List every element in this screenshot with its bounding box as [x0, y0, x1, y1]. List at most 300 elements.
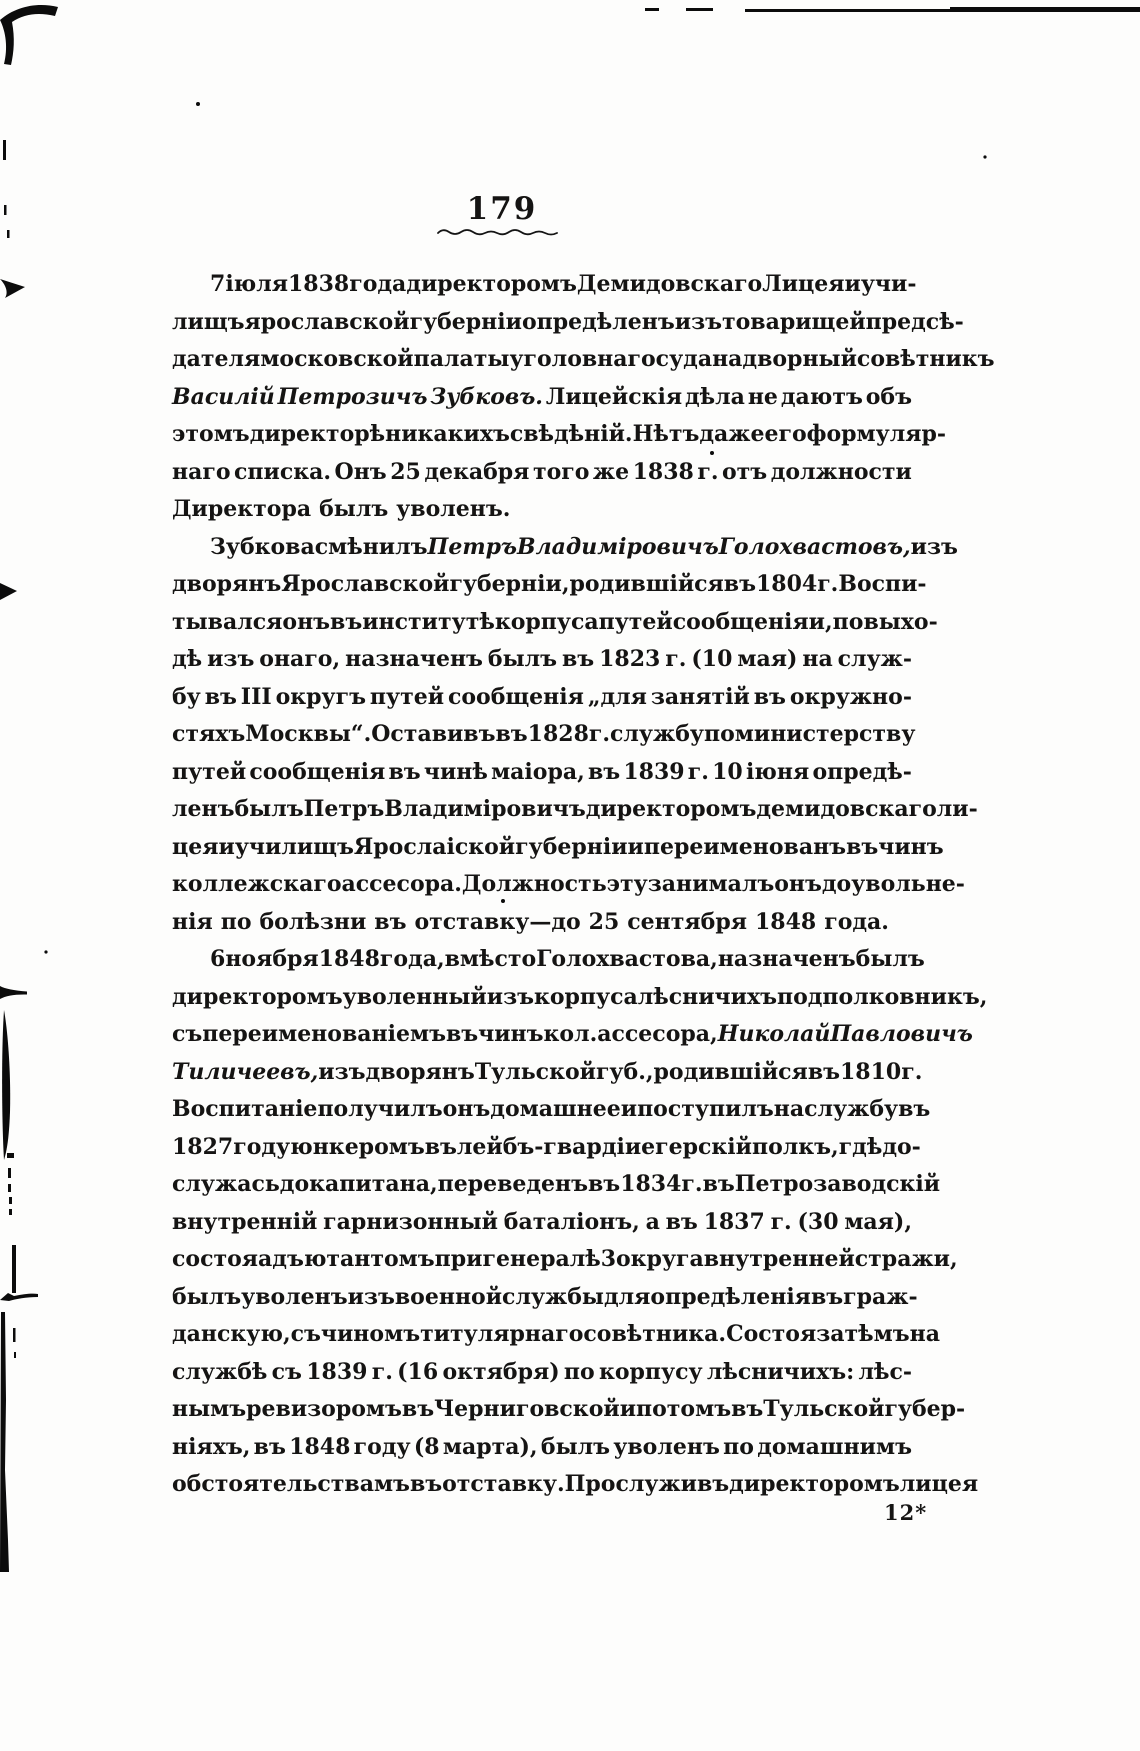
word: 25: [390, 458, 421, 485]
word: кол.: [543, 1021, 598, 1047]
word: году: [353, 1433, 411, 1460]
word: губерніи: [409, 308, 522, 335]
word: чинѣ: [423, 758, 488, 785]
word: онъ: [282, 608, 331, 635]
word: Тульской: [474, 1058, 596, 1085]
word: марта),: [442, 1433, 538, 1460]
word: служ-: [837, 646, 912, 672]
word: коллежскаго: [172, 871, 342, 897]
word: того: [532, 458, 590, 485]
word: лѣсничихъ: [637, 983, 777, 1010]
word: Москвы“.: [245, 721, 372, 747]
text-line: [172, 679, 912, 717]
word: Должность: [461, 871, 607, 897]
word: онъ: [774, 871, 822, 897]
word: уволенъ.: [396, 496, 511, 522]
word: цея: [172, 833, 219, 860]
word: чиномъ: [320, 1321, 421, 1347]
word: г.: [371, 1358, 393, 1385]
text-line: [172, 304, 964, 342]
ink-speck: [983, 155, 986, 158]
word: свѣдѣній.: [509, 421, 633, 447]
word: онаго,: [259, 646, 341, 672]
word: ніяхъ,: [172, 1433, 251, 1460]
margin-line-bottom: [13, 1328, 16, 1342]
word: и: [619, 1396, 637, 1422]
person-name-word: Николай: [717, 1021, 831, 1047]
word: а: [645, 1208, 660, 1235]
word: по: [723, 1433, 754, 1460]
person-name-word: Голохвастовъ,: [718, 533, 911, 560]
word: Владиміровичъ: [384, 796, 586, 822]
word: службѣ: [172, 1358, 268, 1385]
word: обстоятельствамъ: [172, 1471, 410, 1497]
word: маіора,: [491, 758, 585, 785]
word: въ: [587, 758, 621, 785]
word: уволенъ: [241, 1283, 348, 1310]
word: ли-: [936, 796, 978, 822]
margin-dashes: [9, 1209, 12, 1215]
text-line: [172, 829, 944, 867]
word: г.: [665, 646, 687, 672]
margin-dashes: [8, 1168, 11, 1178]
word: г.: [588, 721, 611, 747]
word: данскую,: [172, 1321, 291, 1347]
word: палаты: [413, 346, 510, 372]
word: году: [233, 1133, 291, 1160]
text-line: [172, 604, 938, 642]
word: егерскій: [641, 1133, 752, 1160]
margin-arrow-small: [0, 583, 17, 600]
paragraph: [172, 941, 988, 1504]
word: „для: [587, 683, 647, 710]
word: ревизоромъ: [246, 1396, 402, 1422]
word: службы: [502, 1283, 604, 1310]
word: (30: [797, 1208, 839, 1235]
word: директоромъ: [729, 1471, 900, 1497]
word: титулярнаго: [420, 1321, 584, 1347]
text-line: [172, 1391, 966, 1429]
word: списка.: [234, 458, 332, 485]
word: года: [349, 271, 407, 297]
word: и: [627, 833, 644, 860]
word: былъ: [540, 1433, 611, 1460]
pen-stroke-top-left: [0, 5, 58, 65]
word: года,: [379, 946, 445, 972]
word: нымъ: [172, 1396, 247, 1422]
word: дѣла: [685, 383, 745, 410]
word: Голохвастова,: [536, 946, 718, 972]
word: Ярослаіской: [353, 833, 516, 860]
word: сообщенія: [447, 683, 584, 710]
word: тывался: [172, 608, 283, 635]
word: (8: [413, 1433, 440, 1460]
margin-dashes: [9, 1197, 12, 1204]
word: въ: [846, 833, 879, 860]
margin-line-bottom: [14, 1352, 16, 1358]
word: болѣзни: [259, 908, 367, 935]
word: нія: [172, 908, 213, 935]
text-line: [172, 1166, 941, 1204]
word: Оставивъ: [371, 721, 496, 747]
word: округа: [616, 1246, 704, 1272]
margin-arrow-upper: [0, 279, 25, 298]
pen-stroke-top-left: [7, 230, 10, 238]
word: въ: [665, 1208, 698, 1235]
word: по: [220, 908, 252, 935]
word: вмѣсто: [444, 946, 537, 972]
text-line: [172, 379, 912, 417]
word: путей: [172, 758, 247, 785]
word: должности: [770, 458, 912, 485]
word: директорѣ: [249, 421, 386, 447]
word: Лицея: [762, 271, 845, 297]
word: изъ: [207, 646, 255, 672]
word: въ: [374, 908, 407, 935]
page-edge-line-top-right: [745, 9, 1140, 12]
text-line: [172, 904, 912, 942]
margin-line-bottom: [0, 1312, 9, 1572]
page-header: [172, 193, 832, 238]
word: московской: [260, 346, 414, 372]
word: военной: [394, 1283, 503, 1310]
word: съ: [271, 1358, 302, 1385]
word: по: [832, 608, 864, 635]
word: 1838: [632, 458, 694, 485]
word: въ: [723, 571, 756, 597]
word: Ярославской: [281, 571, 450, 597]
word: занималъ: [647, 871, 775, 897]
text-line: [172, 1466, 979, 1504]
word: г.: [817, 571, 839, 597]
word: сентября: [627, 908, 747, 935]
text-line: [172, 1054, 923, 1092]
word: его: [764, 421, 807, 447]
word: 1839: [306, 1358, 368, 1385]
word: въ: [588, 1171, 621, 1197]
page-edge-line-top-right: [950, 7, 1140, 9]
word: и: [620, 1096, 638, 1122]
word: дворянъ: [365, 1058, 475, 1085]
word: при: [434, 1246, 483, 1272]
ink-speck: [44, 950, 47, 953]
word: 6: [210, 946, 226, 972]
word: декабря: [424, 458, 530, 485]
word: 25: [588, 908, 620, 935]
page-number: 179: [466, 191, 538, 227]
word: іюля: [225, 271, 288, 297]
word: изъ: [910, 533, 958, 560]
text-line: [172, 341, 995, 379]
margin-line-lower: [12, 1245, 16, 1293]
margin-line-lower: [0, 1293, 38, 1301]
word: никакихъ: [385, 421, 510, 447]
person-name-word: Тиличеевъ,: [172, 1058, 319, 1085]
text-line: [172, 1129, 921, 1167]
word: юнкеромъ: [290, 1133, 425, 1160]
word: и: [218, 833, 235, 860]
person-name-word: Павловичъ: [830, 1021, 973, 1047]
word: полкъ,: [751, 1133, 839, 1160]
word: лищъ: [172, 308, 245, 335]
word: мая),: [844, 1208, 912, 1235]
margin-arrow-mid: [0, 986, 27, 999]
word: Зубкова: [210, 533, 315, 560]
word: съ: [290, 1321, 321, 1347]
word: переименованъ: [643, 833, 847, 860]
word: губерніи,: [449, 571, 570, 597]
word: надворный: [712, 346, 857, 372]
word: 1834: [620, 1171, 682, 1197]
text-line: [172, 1316, 940, 1354]
paragraph: [172, 529, 978, 942]
word: директоромъ: [172, 983, 343, 1010]
word: родившійся: [653, 1058, 808, 1085]
word: назначенъ: [345, 646, 483, 672]
word: въ: [810, 1283, 844, 1310]
text-line: [172, 866, 965, 904]
word: по: [703, 721, 735, 747]
text-line: [172, 566, 927, 604]
pen-stroke-top-left: [4, 205, 7, 215]
word: (16: [397, 1358, 439, 1385]
word: 1848: [289, 1433, 351, 1460]
word: 1810: [839, 1058, 902, 1085]
word: октября): [442, 1358, 560, 1385]
word: гдѣ: [838, 1133, 883, 1160]
word: округъ: [275, 683, 366, 710]
word: отставку.: [442, 1471, 565, 1497]
word: лейбъ-гвардіи: [456, 1133, 642, 1160]
word: въ: [898, 1096, 931, 1122]
text-line: [172, 529, 958, 567]
word: Нѣтъ: [632, 421, 700, 447]
word: въ: [388, 758, 421, 785]
word: сообщенія: [672, 608, 809, 635]
word: корпусу: [598, 1358, 703, 1385]
word: формуляр-: [806, 421, 947, 447]
word: въ: [204, 683, 237, 710]
word: III: [240, 683, 272, 710]
margin-ink-blade: [2, 1010, 10, 1160]
word: смѣнилъ: [314, 533, 428, 560]
word: директоромъ: [406, 271, 577, 297]
word: учи-: [860, 271, 917, 297]
word: въ: [561, 646, 595, 672]
word: лицея: [899, 1471, 979, 1497]
word: на: [773, 1096, 805, 1122]
word: ассесора,: [597, 1021, 718, 1047]
word: уголовнаго: [509, 346, 656, 372]
page-number-underline: [436, 226, 568, 238]
text-line: [172, 454, 912, 492]
word: г.: [687, 758, 709, 785]
person-name-word: Петрозичъ: [277, 383, 428, 410]
word: 1804: [755, 571, 818, 597]
word: баталіонъ,: [503, 1208, 640, 1235]
word: въ: [401, 1396, 435, 1422]
word: поступилъ: [637, 1096, 774, 1122]
word: до-: [882, 1133, 921, 1160]
word: выхо-: [863, 608, 938, 635]
word: въ: [753, 683, 786, 710]
word: службу: [804, 1096, 899, 1122]
word: г.: [697, 458, 719, 485]
word: дворянъ: [172, 571, 282, 597]
text-line: [172, 416, 947, 454]
signature-mark: 12*: [884, 1500, 928, 1525]
word: былъ: [487, 646, 558, 672]
word: эту: [606, 871, 648, 897]
word: наго: [172, 458, 231, 485]
word: отъ: [722, 458, 768, 485]
word: на: [909, 1321, 940, 1347]
word: 1827: [172, 1133, 234, 1160]
ink-speck: [196, 102, 200, 106]
word: даже: [699, 421, 765, 447]
word: г.: [901, 1058, 923, 1085]
word: по: [563, 1358, 595, 1385]
word: для: [603, 1283, 651, 1310]
word: уволенъ: [613, 1433, 720, 1460]
text-line: [172, 1429, 912, 1467]
word: внутренней: [703, 1246, 855, 1272]
word: стражи,: [854, 1246, 958, 1272]
word: былъ: [855, 946, 925, 972]
word: дѣ: [172, 646, 203, 672]
word: бу: [172, 683, 201, 710]
text-line: [172, 1091, 931, 1129]
word: объ: [865, 383, 912, 410]
word: и,: [808, 608, 833, 635]
word: путей: [369, 683, 445, 710]
word: въ: [253, 1433, 286, 1460]
word: 1839: [623, 758, 685, 785]
word: съ: [172, 1021, 203, 1047]
word: до: [821, 871, 852, 897]
word: въ: [424, 1133, 457, 1160]
word: опредѣленъ: [521, 308, 675, 335]
text-line: [172, 1354, 912, 1392]
word: 1838: [288, 271, 350, 297]
margin-ink-blade: [7, 1153, 14, 1158]
text-line: [172, 641, 912, 679]
word: лѣсничихъ:: [706, 1358, 855, 1385]
word: не: [747, 383, 778, 410]
word: затѣмъ: [816, 1321, 910, 1347]
word: 1828: [527, 721, 589, 747]
word: 10: [712, 758, 743, 785]
word: на: [802, 646, 833, 672]
word: дателя: [172, 346, 261, 372]
text-line: [172, 941, 925, 979]
word: Черниговской: [434, 1396, 620, 1422]
word: въ: [445, 1021, 479, 1047]
text-line: [172, 491, 912, 529]
word: 1837: [703, 1208, 765, 1235]
word: получилъ: [317, 1096, 443, 1122]
text-line: [172, 1241, 958, 1279]
word: чинъ: [478, 1021, 544, 1047]
word: же: [592, 458, 630, 485]
word: 1848: [754, 908, 817, 935]
word: Воспи-: [838, 571, 927, 597]
word: опредѣ-: [812, 758, 912, 785]
word: 7: [210, 271, 226, 297]
word: переименованіемъ: [202, 1021, 446, 1047]
word: въ: [702, 1171, 735, 1197]
word: г.: [770, 1208, 792, 1235]
word: 1848: [318, 946, 380, 972]
word: путей: [598, 608, 673, 635]
word: ноября: [225, 946, 319, 972]
word: былъ: [172, 1283, 242, 1310]
person-name-word: Петръ: [427, 533, 517, 560]
word: Тульской: [763, 1396, 885, 1422]
word: 1823: [599, 646, 661, 672]
word: ярославской: [244, 308, 410, 335]
word: ассесора.: [341, 871, 462, 897]
pen-stroke-top-left: [3, 140, 6, 160]
text-line: [172, 716, 916, 754]
word: увольне-: [851, 871, 965, 897]
word: демидовскаго: [756, 796, 937, 822]
word: капитана,: [309, 1171, 438, 1197]
word: онъ: [442, 1096, 491, 1122]
word: въ: [330, 608, 363, 635]
word: граж-: [843, 1283, 918, 1310]
word: министерству: [734, 721, 916, 747]
word: состоя: [172, 1246, 259, 1272]
word: (10: [691, 646, 733, 672]
word: 3: [600, 1246, 616, 1272]
word: въ: [731, 1396, 764, 1422]
word: совѣтникъ: [856, 346, 995, 372]
word: училищъ: [234, 833, 354, 860]
word: суда: [655, 346, 713, 372]
word: изъ: [486, 983, 534, 1010]
page-edge-line-top-right: [686, 8, 713, 11]
word: занятій: [650, 683, 750, 710]
word: Петрозаводскій: [734, 1171, 941, 1197]
word: былъ: [319, 496, 389, 522]
word: внутренній: [172, 1208, 318, 1235]
page-edge-line-top-right: [645, 8, 659, 11]
person-name-word: Василій: [172, 383, 275, 410]
text-block: [172, 266, 995, 1504]
word: губ.,: [595, 1058, 654, 1085]
person-name-word: Владиміровичъ: [516, 533, 719, 560]
word: и: [844, 271, 861, 297]
text-line: [172, 1204, 912, 1242]
word: переведенъ: [437, 1171, 589, 1197]
word: въ: [807, 1058, 840, 1085]
word: домашнее: [490, 1096, 621, 1122]
word: родившійся: [569, 571, 724, 597]
word: директоромъ: [585, 796, 757, 822]
word: генералѣ: [482, 1246, 601, 1272]
word: Воспитаніе: [172, 1096, 318, 1122]
word: службу: [610, 721, 704, 747]
word: мая): [737, 646, 798, 672]
word: въ: [409, 1471, 443, 1497]
word: до: [279, 1171, 310, 1197]
word: губер-: [884, 1396, 966, 1422]
word: г.: [681, 1171, 703, 1197]
word: года.: [824, 908, 889, 935]
word: стяхъ: [172, 721, 246, 747]
word: корпуса: [494, 608, 599, 635]
